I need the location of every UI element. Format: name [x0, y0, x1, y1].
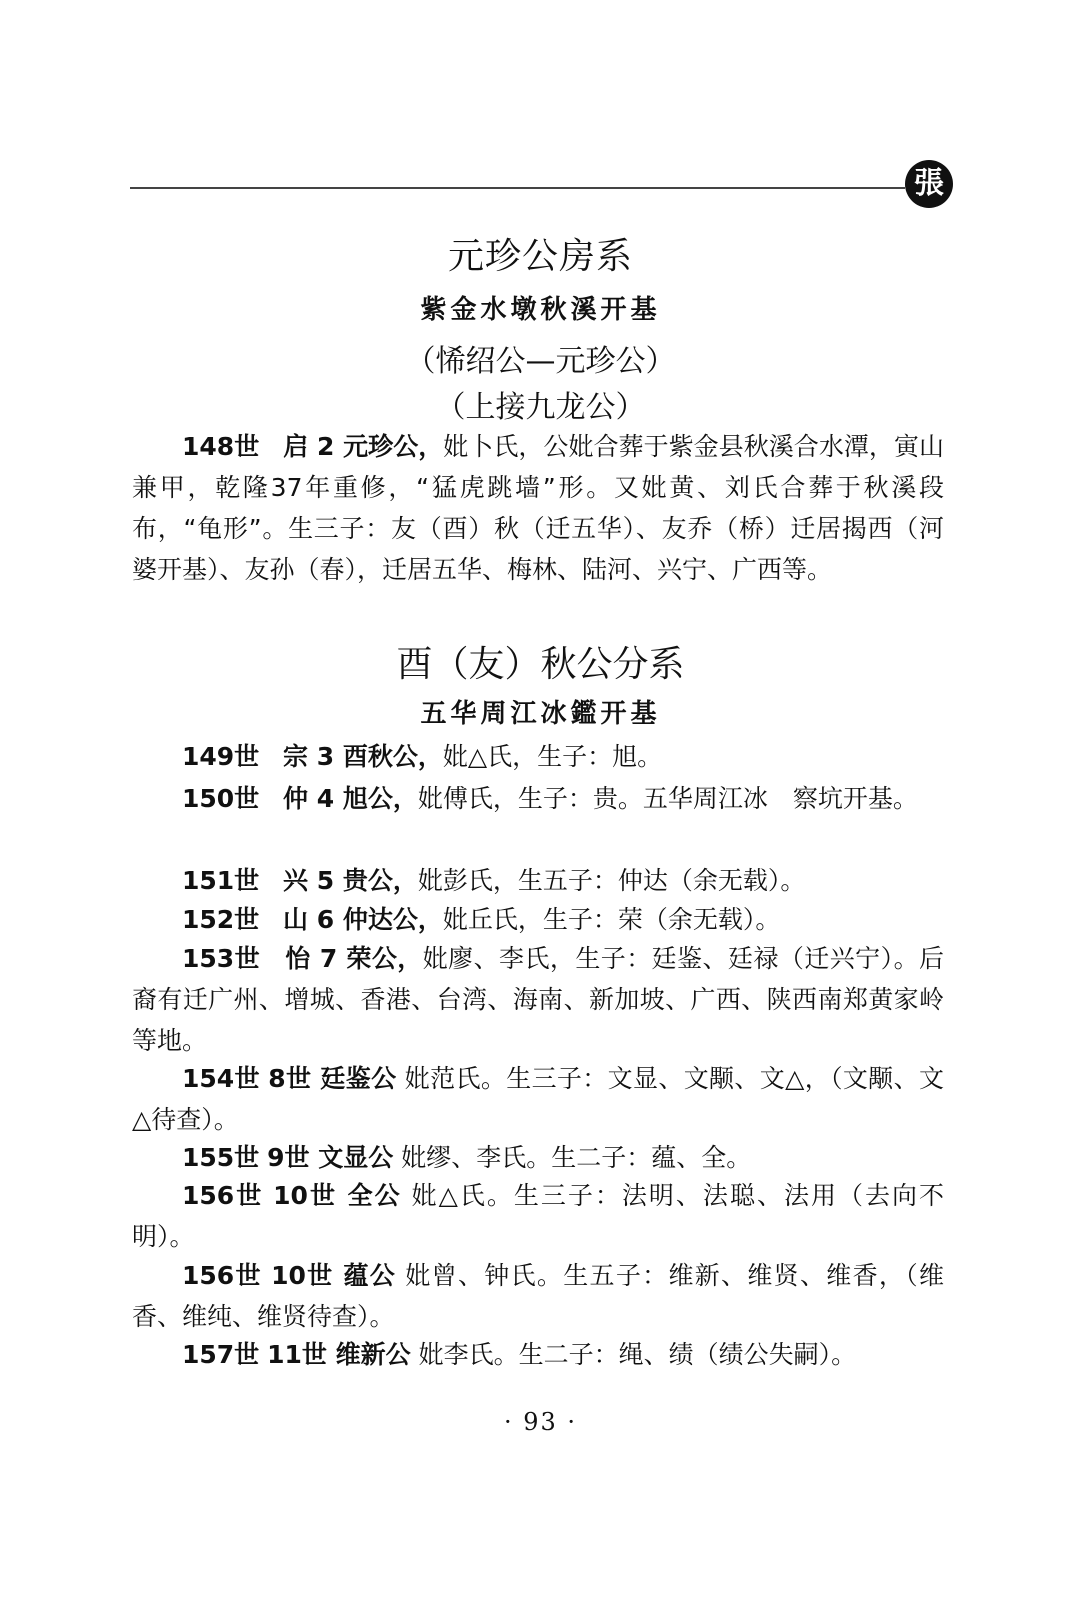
entry-text: 妣△氏，生子：旭。: [442, 742, 663, 771]
entry-name: 9世 文显公: [267, 1143, 394, 1172]
header-rule: [130, 187, 905, 189]
entry-155: [132, 1137, 944, 1178]
section-title-yuanzhen: 元珍公房系: [447, 236, 633, 277]
entry-name: 10世 蕴公: [271, 1261, 397, 1290]
entry-153: [132, 938, 944, 1061]
entry-text: 妣△氏。生三子：法明、法聪、法用（去向不明）。: [132, 1181, 944, 1251]
entry-gen: 151世: [182, 866, 260, 895]
entry-149: [132, 736, 944, 777]
entry-name: 10世 全公: [273, 1181, 402, 1210]
page-number: · 93 ·: [503, 1408, 578, 1436]
entry-gen: 148世: [182, 432, 260, 461]
entry-name: 山 6 仲达公，: [283, 905, 443, 934]
entry-name: 8世 廷鉴公: [268, 1064, 397, 1093]
entry-text: 妣范氏。生三子：文显、文颙、文△，（文颙、文△待查）。: [132, 1064, 945, 1134]
entry-gen: 155世: [182, 1143, 260, 1172]
entry-name: 11世 维新公: [267, 1340, 411, 1369]
upper-link-note: （上接九龙公）: [435, 390, 646, 425]
section-subtitle-zijin: 紫金水墩秋溪开基: [420, 295, 661, 325]
entry-name: 兴 5 贵公，: [283, 866, 418, 895]
entry-148: [132, 426, 944, 590]
entry-156-quan: [132, 1175, 944, 1257]
entry-text: 妣缪、李氏。生二子：蕴、全。: [401, 1143, 752, 1172]
entry-name: 怡 7 荣公，: [285, 944, 423, 973]
entry-text: 妣彭氏，生五子：仲达（余无载）。: [417, 866, 806, 895]
entry-gen: 157世: [182, 1340, 260, 1369]
entry-157: [132, 1334, 944, 1375]
lineage-note: （悕绍公—元珍公）: [405, 344, 676, 379]
entry-gen: 153世: [182, 944, 261, 973]
entry-152: [132, 899, 944, 940]
entry-name: 仲 4 旭公，: [283, 784, 418, 813]
entry-text: 妣卜氏，公妣合葬于紫金县秋溪合水潭，寅山兼甲，乾隆37年重修，“猛虎跳墙”形。又妣黄、刘氏合葬于秋溪段布，“龟形”。生三子：友（酉）秋（迁五华）、友乔（桥）迁居揭西（河婆开基）、友孙（春），迁居五华、梅林、陆河、兴宁、广西等。: [132, 432, 944, 584]
entry-gen: 149世: [182, 742, 260, 771]
entry-150: [132, 778, 944, 819]
entry-156-yun: [132, 1255, 944, 1337]
entry-gen: 156世: [182, 1181, 264, 1210]
section-title-youqiu: 酉（友）秋公分系: [396, 644, 685, 685]
entry-text: 妣廖、李氏，生子：廷鉴、廷禄（迁兴宁）。后裔有迁广州、增城、香港、台湾、海南、新加坡、广西、陕西南郑黄家岭等地。: [132, 944, 945, 1055]
entry-text: 妣曾、钟氏。生五子：维新、维贤、维香，（维香、维纯、维贤待查）。: [132, 1261, 945, 1331]
entry-gen: 156世: [182, 1261, 262, 1290]
entry-gen: 154世: [182, 1064, 260, 1093]
entry-name: 启 2 元珍公，: [283, 432, 444, 461]
entry-gen: 152世: [182, 905, 260, 934]
entry-151: [132, 860, 944, 901]
section-subtitle-wuhua: 五华周江冰鑑开基: [420, 699, 661, 729]
entry-text: 妣丘氏，生子：荣（余无载）。: [442, 905, 781, 934]
entry-gen: 150世: [182, 784, 260, 813]
entry-text: 妣李氏。生二子：绳、绩（绩公失嗣）。: [418, 1340, 857, 1369]
entry-text: 妣傅氏，生子：贵。五华周江冰 察坑开基。: [417, 784, 918, 813]
zhang-seal-logo: 張: [905, 160, 953, 208]
entry-name: 宗 3 酉秋公，: [283, 742, 443, 771]
entry-154: [132, 1058, 944, 1140]
